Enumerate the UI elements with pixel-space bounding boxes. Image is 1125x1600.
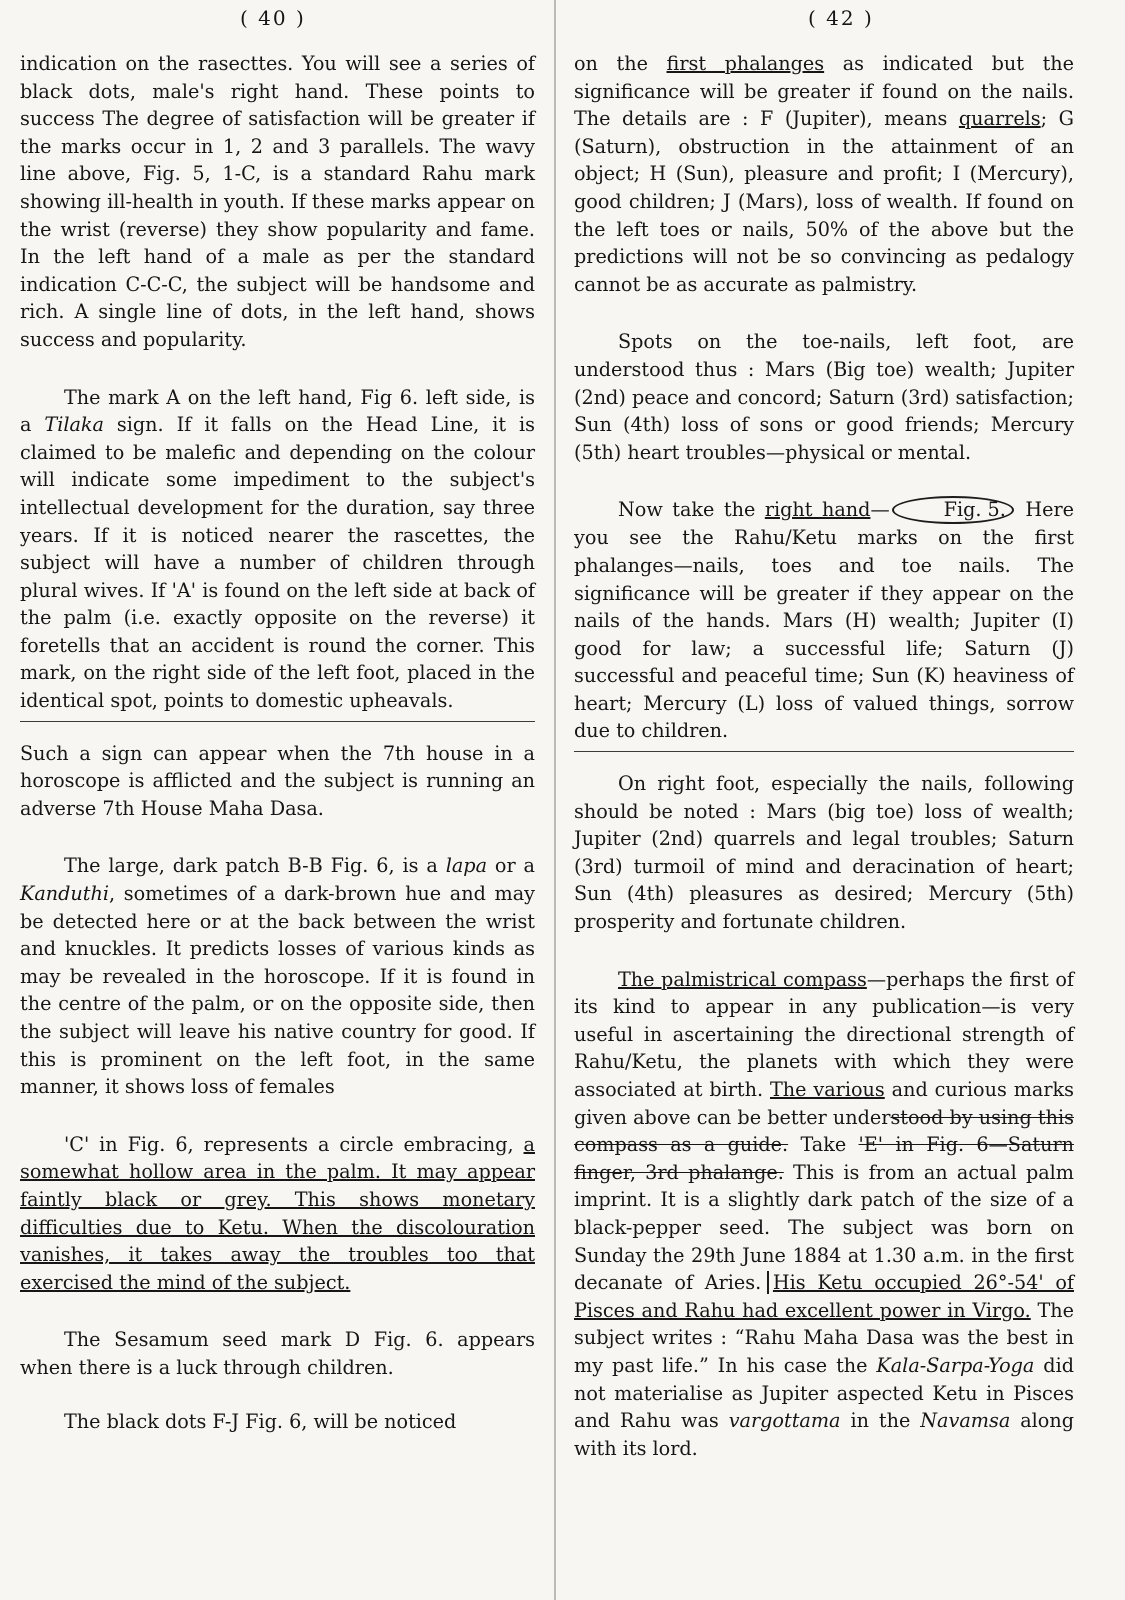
vargottama-term: vargottama <box>728 1409 841 1433</box>
ketu-bracketed-passage: His Ketu occupied 26°-54' of Pisces and Rahu had excellent power in Virgo. <box>574 1271 1074 1322</box>
tilaka-term: Tilaka <box>44 413 104 437</box>
the-various-underline: The various <box>769 1078 885 1101</box>
left-paragraph-1: indication on the rasecttes. You will see a series of black dots, male's right hand. These points to success The degree of satisfaction will be greater if the marks occur in 1, 2 and 3 parallels. The wavy line above, Fig. 5, 1-C, is a standard Rahu mark showing ill-health in youth. If these marks appear on the wrist (reverse) they show popularity and fame. In the left hand of a male as per the standard indication C-C-C, the subject will be handsome and rich. A single line of dots, in the left hand, shows success and popularity. <box>20 52 535 351</box>
left-paragraph-2: The mark A on the left hand, Fig 6. left side, is a Tilaka sign. If it falls on the Head Line, it is claimed to be malefic and depending on the colour will indicate some impediment to the subject's intellectual development for the duration, say three years. If it is noticed nearer the rascettes, the subject will have a number of children through plural wives. If 'A' is found on the left side at back of the palm (i.e. exactly opposite on the reverse) it foretells that an accident is round the corner. This mark, on the right side of the left foot, placed in the identical spot, points to domestic upheavals. <box>20 385 535 713</box>
palmistrical-compass-underline: The palmistrical compass <box>618 967 867 991</box>
section-rule-right <box>574 751 1074 752</box>
left-paragraph-5: 'C' in Fig. 6, represents a circle embracing, a somewhat hollow area in the palm. It may appear faintly black or grey. This shows monetary difficulties due to Ketu. When the discolouration vanishes, it takes away the troubles too that exercised the mind of the subject. <box>20 1132 535 1294</box>
lapa-term: lapa <box>445 854 488 878</box>
page-number-left: ( 40 ) <box>240 6 306 30</box>
left-paragraph-4: The large, dark patch B-B Fig. 6, is a lapa or a Kanduthi, sometimes of a dark-brown hue and may be detected here or at the back between the wrist and knuckles. It predicts losses of various kinds as may be revealed in the horoscope. If it is found in the centre of the palm, or on the opposite side, then the subject will leave his native country for good. If this is prominent on the left foot, in the same manner, it shows loss of females <box>20 854 535 1099</box>
navamsa-term: Navamsa <box>920 1409 1011 1433</box>
kala-sarpa-yoga-term: Kala-Sarpa-Yoga <box>876 1353 1035 1377</box>
section-rule <box>20 721 535 722</box>
struck-fig-6-reference: 'E' in Fig. 6—Saturn finger, 3rd phalange. <box>574 1133 1074 1184</box>
left-column <box>20 50 535 1435</box>
right-paragraph-5: The palmistrical compass—perhaps the first of its kind to appear in any publication—is very useful in ascertaining the directional strength of Rahu/Ketu, the planets with which they were associated at birth. The various and curious marks given above can be better understood by using this compass as a guide. Take 'E' in Fig. 6—Saturn finger, 3rd phalange. This is from an actual palm imprint. It is a slightly dark patch of the size of a black-pepper seed. The subject was born on Sunday the 29th June 1884 at 1.30 a.m. in the first decanate of Aries. His Ketu occupied 26°-54' of Pisces and Rahu had excellent power in Virgo. The subject writes : “Rahu Maha Dasa was the best in my past life.” In his case the Kala-Sarpa-Yoga did not materialise as Jupiter aspected Ketu in Pisces and Rahu was vargottama in the Navamsa along with its lord. <box>574 967 1075 1460</box>
left-paragraph-6: The Sesamum seed mark D Fig. 6. appears when there is a luck through children. <box>20 1328 535 1379</box>
right-paragraph-2: Spots on the toe-nails, left foot, are understood thus : Mars (Big toe) wealth; Jupiter (2nd) peace and concord; Saturn (3rd) satisfaction; Sun (4th) loss of sons or good friends; Mercury (5th) heart troubles—physical or mental. <box>574 330 1074 464</box>
left-paragraph-7: The black dots F-J Fig. 6, will be noticed <box>64 1409 457 1433</box>
left-paragraph-3: Such a sign can appear when the 7th house in a horoscope is afflicted and the subject is running an adverse 7th House Maha Dasa. <box>20 741 535 820</box>
underlined-passage: a somewhat hollow area in the palm. It may appear faintly black or grey. This shows monetary difficulties due to Ketu. When the discolouration vanishes, it takes away the troubles too that exercised the mind of the subject. <box>20 1132 535 1294</box>
quarrels-underline: quarrels <box>958 107 1041 131</box>
fig-5-circled: Fig. 5. <box>892 496 1014 524</box>
struck-compass-guide: stood by using this compass as a guide. <box>574 1105 1074 1157</box>
right-column <box>574 50 1074 1462</box>
right-paragraph-3: Now take the right hand— Fig. 5. Here you see the Rahu/Ketu marks on the first phalanges—nails, toes and toe nails. The significance will be greater if they appear on the nails of the hands. Mars (H) wealth; Jupiter (I) good for law; a successful life; Saturn (J) successful and peaceful time; Sun (K) heaviness of heart; Mercury (L) loss of valued things, sorrow due to children. <box>574 498 1074 743</box>
right-paragraph-1: on the first phalanges as indicated but the significance will be greater if found on the nails. The details are : F (Jupiter), means quarrels; G (Saturn), obstruction in the attainment of an object; H (Sun), pleasure and profit; I (Mercury), good children; J (Mars), loss of wealth. If found on the left toes or nails, 50% of the above but the predictions will not be so convincing as pedalogy cannot be as accurate as palmistry. <box>574 52 1075 296</box>
kanduthi-term: Kanduthi <box>20 882 109 906</box>
column-divider <box>554 0 556 1600</box>
first-phalanges-underline: first phalanges <box>666 52 825 75</box>
page-number-right: ( 42 ) <box>808 6 874 30</box>
right-paragraph-4: On right foot, especially the nails, following should be noted : Mars (big toe) loss of wealth; Jupiter (2nd) quarrels and legal troubles; Saturn (3rd) turmoil of mind and deracination of heart; Sun (4th) pleasures as desired; Mercury (5th) prosperity and fortunate children. <box>574 772 1074 934</box>
right-hand-underline: right hand <box>764 498 871 522</box>
